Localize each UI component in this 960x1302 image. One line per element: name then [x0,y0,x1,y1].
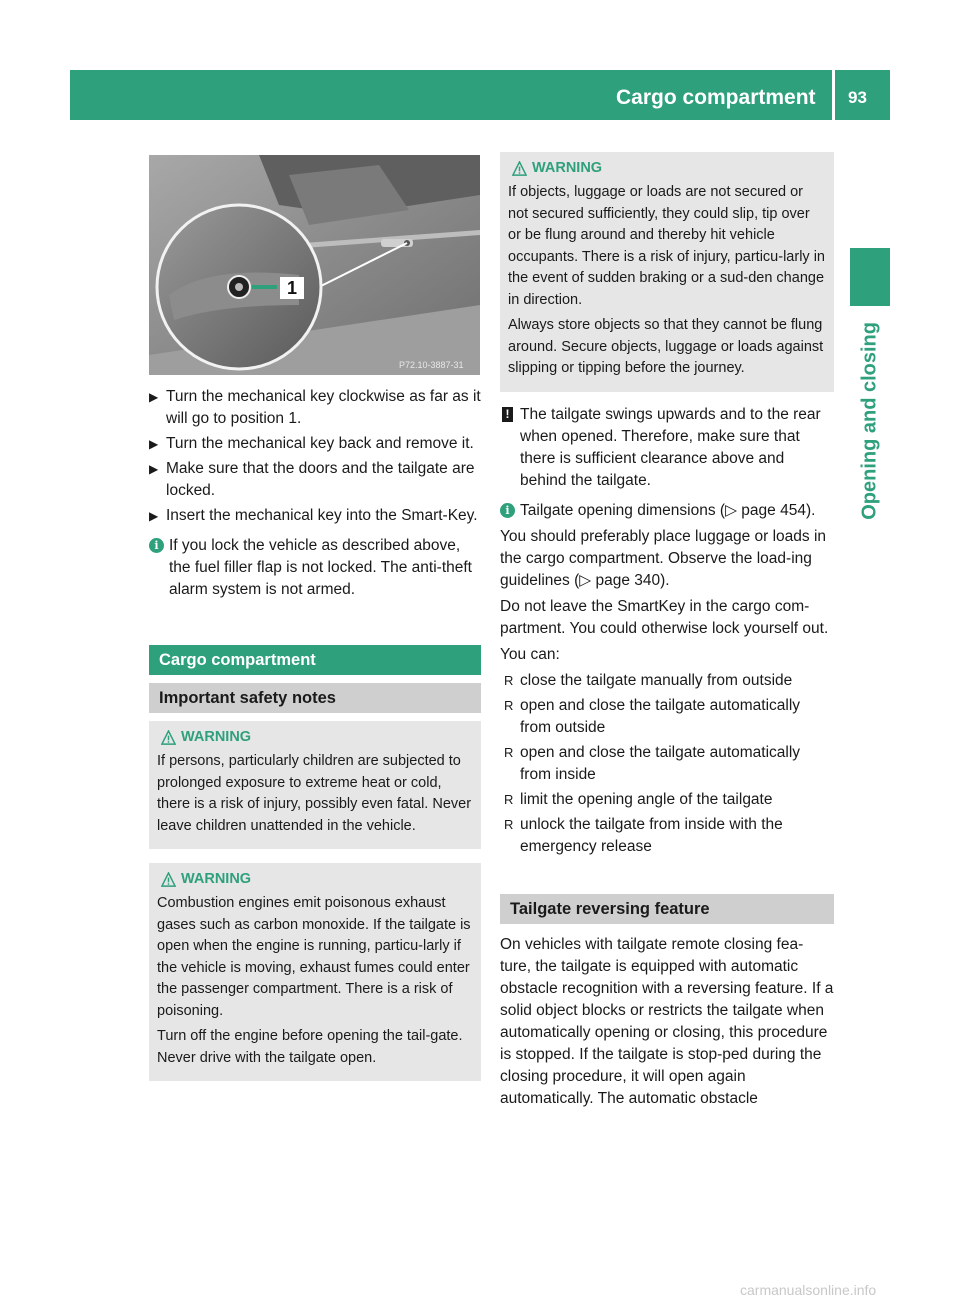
step [149,505,481,527]
warning-box [149,721,481,849]
footer-watermark: carmanualsonline.info [740,1282,877,1298]
step [149,458,481,502]
info-icon: i [149,538,164,553]
page-number: 93 [848,88,867,107]
warning-box [500,152,834,392]
step-arrow-icon: ▶ [149,509,159,523]
list-item-text: unlock the tailgate from inside with the emergency release [520,815,783,855]
step-text: Insert the mechanical key into the Smart-Key. [166,507,478,524]
list-item [500,789,834,811]
warning-text: Turn off the engine before opening the tail-gate. Never drive with the tailgate open. [157,1028,463,1066]
list-item [500,742,834,786]
bullet-icon: R [504,697,514,713]
notice-note [500,404,834,492]
info-note [500,500,834,522]
warning-triangle-icon [161,730,176,745]
step-arrow-icon: ▶ [149,390,159,404]
paragraph: You can: [500,645,560,663]
bullet-icon: R [504,672,514,688]
section-title: Cargo compartment [149,645,481,675]
list-item [500,670,834,692]
warning-label: WARNING [181,729,252,745]
callout-1: 1 [286,278,298,298]
warning-text: Always store objects so that they cannot be flung around. Secure objects, luggage or loads against slipping or tipping before the journey. [508,317,824,376]
info-text: If you lock the vehicle as described above, the fuel filler flap is not locked. The anti-theft alarm system is not armed. [169,537,472,598]
info-icon: i [500,503,515,518]
warning-label: WARNING [181,871,252,887]
figure-code: P72.10-3887-31 [399,360,464,370]
left-column [149,386,481,1081]
subsection-title: Tailgate reversing feature [500,894,834,924]
step [149,386,481,430]
paragraph: On vehicles with tailgate remote closing fea-ture, the tailgate is equipped with automatic obstacle recognition with a reversing feature. If a solid object blocks or restricts the tailgate when automatically opening or closing, this procedure is stopped. If the tailgate is stop-ped during the closing procedure, it will open again automatically. The automatic obstacle [500,935,834,1107]
warning-box [149,863,481,1081]
step-text: Make sure that the doors and the tailgate are locked. [166,460,475,499]
step-arrow-icon: ▶ [149,437,159,451]
warning-header [157,727,473,749]
subsection-title: Important safety notes [149,683,481,713]
paragraph: Do not leave the SmartKey in the cargo com-partment. You could otherwise lock yourself out. [500,597,829,637]
warning-text: If objects, luggage or loads are not secured or not secured sufficiently, they could slip, tip over or be flung around and thereby hit vehicle occupants. There is a risk of injury, particu-larly in the event of sudden braking or a sud-den change in direction. [508,184,825,308]
warning-triangle-icon [512,161,527,176]
right-column [500,152,834,1110]
step-arrow-icon: ▶ [149,462,159,476]
list-item-text: close the tailgate manually from outside [520,671,793,689]
warning-text: Combustion engines emit poisonous exhaust gases such as carbon monoxide. If the tailgate is open when the engine is running, particu-larly if the vehicle is moving, exhaust fumes could enter the passenger compartment. There is a risk of poisoning. [157,895,471,1019]
info-text: Tailgate opening dimensions (▷ page 454). [520,501,816,519]
warning-label: WARNING [532,160,603,176]
list-item-text: open and close the tailgate automatically from inside [520,743,801,783]
exclamation-icon: ! [502,407,513,422]
bullet-icon: R [504,816,514,832]
list-item-text: limit the opening angle of the tailgate [520,790,773,808]
warning-triangle-icon [161,872,176,887]
header-divider [832,70,835,120]
door-lock-photo [149,155,480,375]
step [149,433,481,455]
bullet-icon: R [504,744,514,760]
list-item [500,814,834,858]
list-item-text: open and close the tailgate automatically from outside [520,696,801,736]
warning-header [157,869,473,891]
list-item [500,695,834,739]
step-text: Turn the mechanical key clockwise as far as it will go to position 1. [166,388,481,427]
warning-text: If persons, particularly children are subjected to prolonged exposure to extreme heat or cold, there is a risk of injury, possibly even fatal. Never leave children unattended in the vehicle. [157,753,472,834]
info-note [149,535,481,601]
warning-header [508,158,826,180]
page-title: Cargo compartment [616,86,816,109]
notice-text: The tailgate swings upwards and to the rear when opened. Therefore, make sure that there is sufficient clearance above and behind the tailgate. [520,405,821,489]
paragraph: You should preferably place luggage or loads in the cargo compartment. Observe the load-ing guidelines (▷ page 340). [500,527,827,589]
bullet-icon: R [504,791,514,807]
step-text: Turn the mechanical key back and remove it. [166,435,474,452]
chapter-tab [850,248,890,306]
door-lock-illustration [149,155,480,375]
